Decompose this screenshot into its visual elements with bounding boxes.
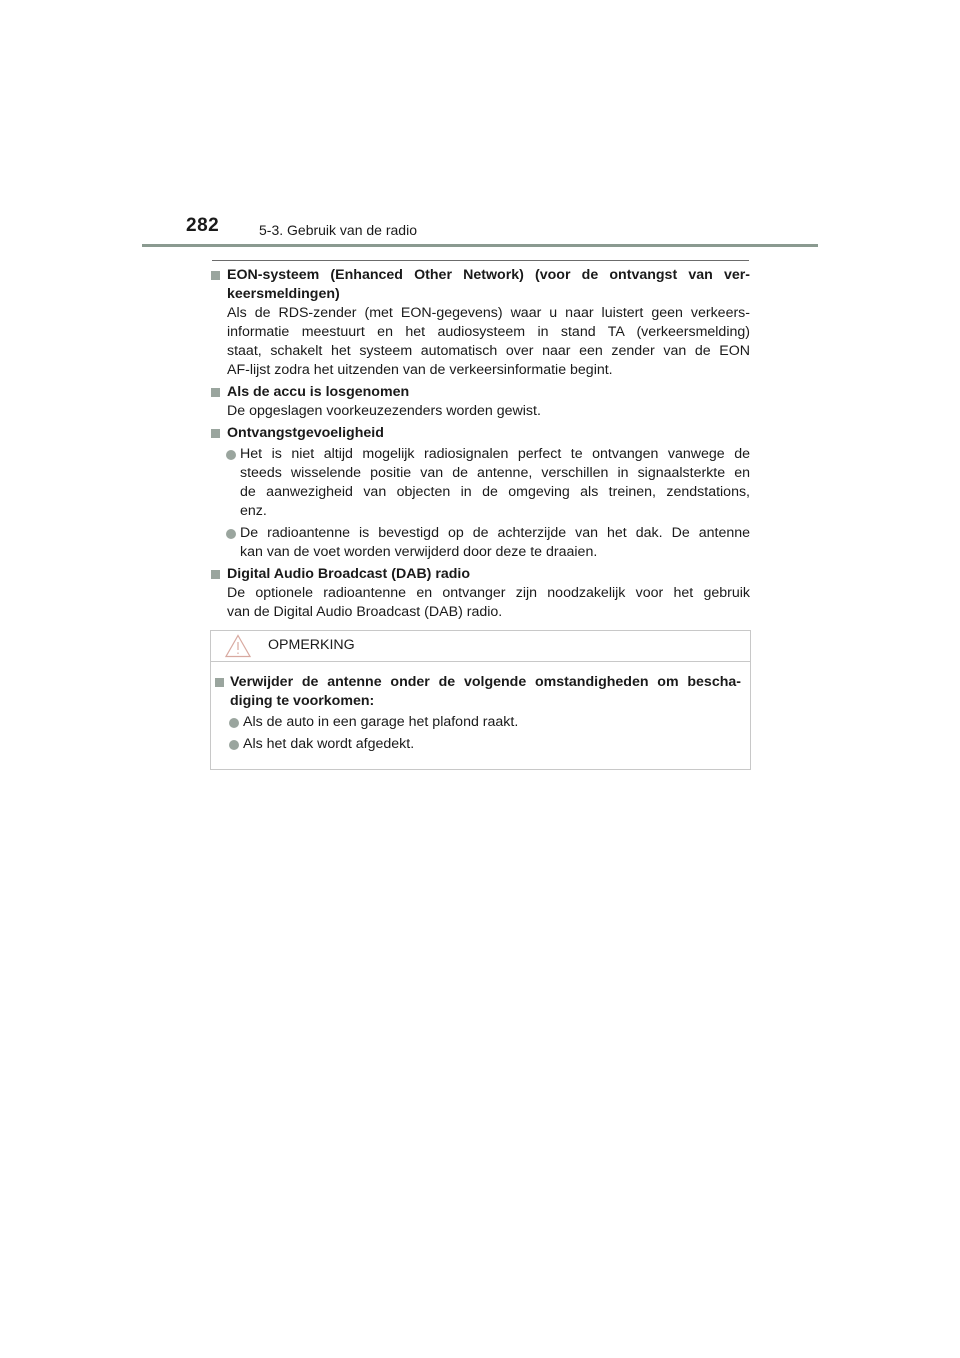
bullet-item (211, 735, 741, 754)
circle-bullet-icon (226, 450, 236, 460)
circle-bullet-icon (229, 718, 239, 728)
bullet-item (211, 713, 741, 732)
square-bullet-icon (211, 570, 220, 579)
bullet-line: de aanwezigheid van objecten in de omgeving als treinen, zendstations, (240, 484, 750, 500)
section-body: De opgeslagen voorkeuzezenders worden gewist. (227, 403, 541, 419)
notice-body (211, 673, 741, 757)
notice-box (210, 630, 751, 770)
section-dab (210, 565, 750, 622)
section-ontvangst (210, 424, 750, 562)
content-divider (212, 260, 749, 261)
page-header (186, 215, 818, 247)
bullet-line: De radioantenne is bevestigd op de achterzijde van het dak. De antenne (240, 525, 750, 541)
circle-bullet-icon (226, 529, 236, 539)
bullet-line: kan van de voet worden verwijderd door deze te draaien. (240, 544, 598, 560)
heading-text: Digital Audio Broadcast (DAB) radio (227, 566, 471, 582)
header-divider (142, 244, 818, 247)
section-body (210, 304, 750, 380)
section-heading (210, 383, 750, 402)
body-line: Als de RDS-zender (met EON-gegevens) waar u naar luistert geen verkeers- (227, 305, 750, 321)
heading-line: Verwijder de antenne onder de volgende omstandigheden om bescha- (230, 674, 741, 690)
heading-line: EON-systeem (Enhanced Other Network) (voor de ontvangst van ver- (227, 267, 750, 283)
warning-icon (225, 634, 251, 658)
notice-header (211, 631, 750, 662)
bullet-line: Het is niet altijd mogelijk radiosignalen perfect te ontvangen vanwege de (240, 446, 750, 462)
bullet-line: steeds wisselende positie van de antenne, verschillen in signaalsterkte en (240, 465, 750, 481)
notice-title: OPMERKING (268, 637, 355, 653)
body-line: van de Digital Audio Broadcast (DAB) radio. (227, 604, 503, 620)
body-line: De optionele radioantenne en ontvanger zijn noodzakelijk voor het gebruik (227, 585, 750, 601)
bullet-line: Als het dak wordt afgedekt. (243, 736, 415, 752)
square-bullet-icon (211, 271, 220, 280)
bullet-item (210, 445, 750, 521)
main-content (210, 266, 750, 625)
section-eon (210, 266, 750, 380)
heading-line: keersmeldingen) (227, 286, 340, 302)
body-line: staat, schakelt het systeem automatisch over naar een zender van de EON (227, 343, 750, 359)
square-bullet-icon (211, 429, 220, 438)
section-heading (210, 424, 750, 443)
section-body (210, 584, 750, 622)
section-heading (210, 565, 750, 584)
heading-line: diging te voorkomen: (230, 693, 375, 709)
body-line: informatie meestuurt en het audiosysteem in stand TA (verkeersmelding) (227, 324, 750, 340)
page-number: 282 (186, 215, 220, 236)
heading-text: Als de accu is losgenomen (227, 384, 410, 400)
circle-bullet-icon (229, 740, 239, 750)
square-bullet-icon (215, 678, 224, 687)
bullet-line: enz. (240, 503, 267, 519)
section-accu (210, 383, 750, 421)
square-bullet-icon (211, 388, 220, 397)
body-line: AF-lijst zodra het uitzenden van de verkeersinformatie begint. (227, 362, 613, 378)
bullet-line: Als de auto in een garage het plafond raakt. (243, 714, 519, 730)
section-title: 5-3. Gebruik van de radio (259, 222, 417, 238)
notice-heading (211, 673, 741, 711)
section-heading (210, 266, 750, 304)
heading-text: Ontvangstgevoeligheid (227, 425, 384, 441)
bullet-item (210, 524, 750, 562)
